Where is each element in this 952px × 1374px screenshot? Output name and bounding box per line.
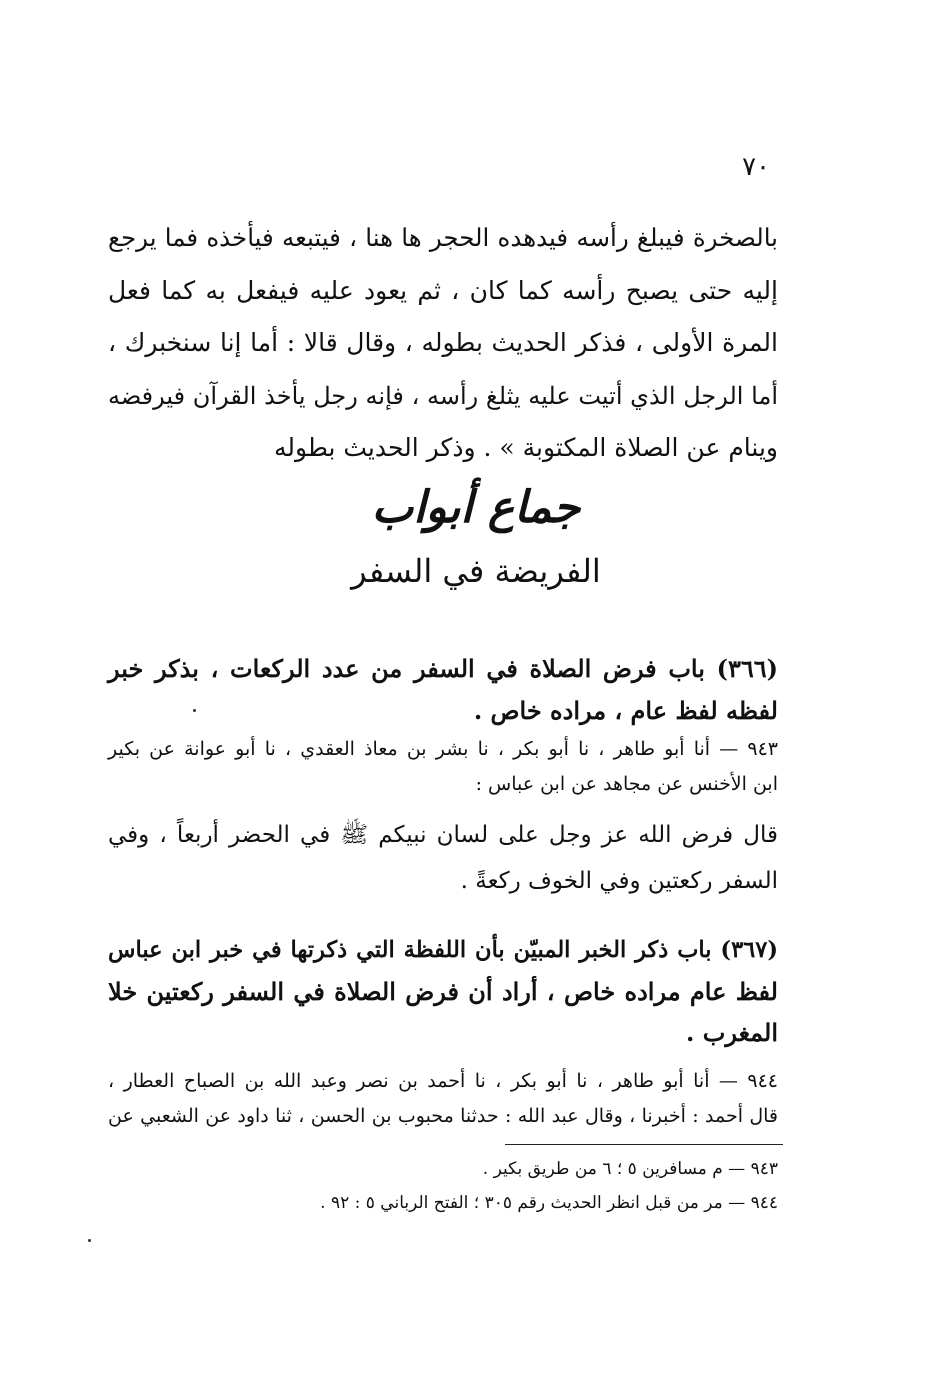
chapter-heading-366 xyxy=(108,648,778,732)
scan-speck xyxy=(193,709,196,712)
matn-line: قال فرض الله عز وجل على لسان نبيكم ﷺ في الحضر أربعاً ، وفي xyxy=(108,822,778,848)
footnote: ٩٤٣ — م مسافرين ٥ ؛ ٦ من طريق بكير . xyxy=(482,1159,778,1179)
intro-paragraph xyxy=(108,212,778,475)
hadith-944-isnad xyxy=(108,1064,778,1134)
scan-speck xyxy=(88,1239,91,1242)
text-line: وينام عن الصلاة المكتوبة » . وذكر الحديث بطوله xyxy=(274,433,778,462)
isnad-line: ٩٤٣ — أنا أبو طاهر ، نا أبو بكر ، نا بشر بن معاذ العقدي ، نا أبو عوانة عن بكير xyxy=(108,738,778,760)
page-number: ٧٠ xyxy=(742,152,770,182)
chapter-heading-line: (٣٦٦) باب فرض الصلاة في السفر من عدد الركعات ، بذكر خبر xyxy=(108,654,778,683)
isnad-line: قال أحمد : أخبرنا ، وقال عبد الله : حدثنا محبوب بن الحسن ، ثنا داود عن الشعبي عن xyxy=(108,1105,778,1127)
hadith-943-matn xyxy=(108,812,778,904)
section-heading-title: جماع أبواب xyxy=(371,482,581,533)
footnote-divider xyxy=(505,1144,783,1145)
footnotes xyxy=(180,1152,778,1220)
matn-line: السفر ركعتين وفي الخوف ركعةً . xyxy=(460,868,778,894)
chapter-heading-line: لفظه لفظ عام ، مراده خاص . xyxy=(473,696,778,725)
text-line: أما الرجل الذي أتيت عليه يثلغ رأسه ، فإنه رجل يأخذ القرآن فيرفضه xyxy=(108,381,778,410)
hadith-943-isnad xyxy=(108,732,778,802)
chapter-heading-line: لفظ عام مراده خاص ، أراد أن فرض الصلاة في السفر ركعتين خلا xyxy=(108,977,778,1006)
chapter-heading-367 xyxy=(108,930,778,1053)
isnad-line: ابن الأخنس عن مجاهد عن ابن عباس : xyxy=(475,773,778,795)
text-line: إليه حتى يصبح رأسه كما كان ، ثم يعود عليه فيفعل به كما فعل xyxy=(108,275,778,305)
text-line: بالصخرة فيبلغ رأسه فيدهده الحجر ها هنا ، فيتبعه فيأخذه فما يرجع xyxy=(108,223,778,252)
chapter-heading-line: (٣٦٧) باب ذكر الخبر المبيّن بأن اللفظة التي ذكرتها في خبر ابن عباس xyxy=(108,937,778,963)
isnad-line: ٩٤٤ — أنا أبو طاهر ، نا أبو بكر ، نا أحمد بن نصر وعبد الله بن الصباح العطار ، xyxy=(108,1070,778,1092)
chapter-heading-line: المغرب . xyxy=(686,1018,778,1047)
footnote: ٩٤٤ — مر من قبل انظر الحديث رقم ٣٠٥ ؛ الفتح الرباني ٥ : ٩٢ . xyxy=(320,1193,778,1213)
text-line: المرة الأولى ، فذكر الحديث بطوله ، وقال قالا : أما إنا سنخبرك ، xyxy=(108,328,778,357)
section-heading-subtitle: الفريضة في السفر xyxy=(351,552,601,590)
